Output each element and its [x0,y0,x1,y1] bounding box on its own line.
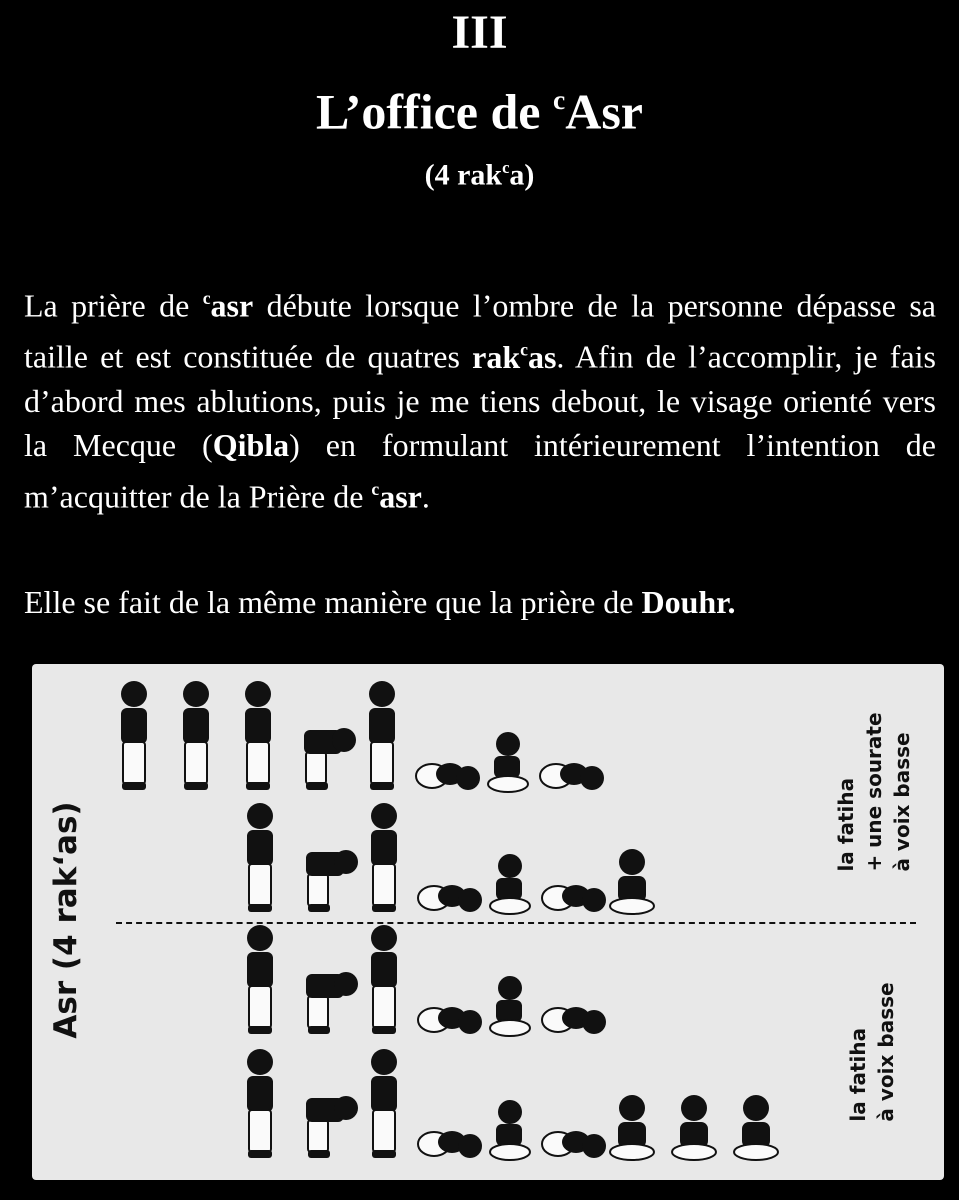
top-rakah-label: la fatiha + une sourate à voix basse [834,712,914,872]
prayer-figure-bow [304,728,356,790]
prayer-figure-sit [490,976,530,1036]
title-prefix: L’office de [316,83,553,140]
prayer-figure-prostrate [418,1007,482,1034]
text-run: . [421,477,430,514]
prayer-figure-prostrate [542,885,606,912]
prayer-figure-stand [371,803,397,912]
subtitle-prefix: (4 rak [424,158,503,192]
rakah-divider [116,922,916,924]
term-qibla: Qibla [212,426,290,463]
prayer-figure-prostrate [542,1007,606,1034]
subtitle-ayn: c [502,158,510,177]
prayer-figure-stand [247,1049,273,1158]
term-asr: asr [379,477,422,514]
text-run: ) en formulant intérieurement l’intention de m’acquitter de la Prière de [24,426,937,514]
title-suffix: Asr [565,83,643,140]
prayer-figure-prostrate [542,1131,606,1158]
prayer-figure-stand [371,1049,397,1158]
intro-paragraph [24,276,936,518]
ayn-mark: c [371,478,380,499]
prayer-figure-prostrate [418,1131,482,1158]
prayer-figure-sitfront [734,1095,778,1160]
side-label: Asr (4 rak‘as) [48,801,84,1039]
prayer-figure-prostrate [416,763,480,790]
term-asr: asr [210,287,254,324]
prayer-figure-sit [490,1100,530,1160]
prayer-figure-prostrate [540,763,604,790]
prayer-figure-stand [247,803,273,912]
text-run: . Afin de l’accomplir, je fais d’abord mes ablutions, puis je me tiens debout, le visage orienté vers la Mecque ( [24,338,937,463]
prayer-figure-stand [183,681,209,790]
page-title [0,72,959,139]
prayer-figure-prostrate [418,885,482,912]
chapter-number: III [451,6,508,59]
prayer-figure-sitfront [610,1095,654,1160]
prayer-figure-stand [371,925,397,1034]
prayer-figure-sitfront [610,849,654,914]
page-subtitle [0,150,959,194]
prayer-figure-bow [306,1096,358,1158]
term-douhr: Douhr. [641,584,736,620]
prayer-figure-sit [490,854,530,914]
prayer-figure-stand [247,925,273,1034]
prayer-figure-stand [121,681,147,790]
prayer-figure-stand [245,681,271,790]
prayer-figure-sit [488,732,528,792]
term-rakas: rak$^c$as [472,338,557,375]
ayn-mark: c [202,288,211,308]
prayer-figure-stand [369,681,395,790]
text-run: Elle se fait de la même manière que la prière de [24,584,642,620]
prayer-figure-sitfront [672,1095,716,1160]
second-paragraph [24,580,936,624]
bottom-rakah-label: la fatiha à voix basse [846,982,898,1122]
subtitle-suffix: a) [509,158,535,192]
prayer-figure-bow [306,850,358,912]
prayer-figure-bow [306,972,358,1034]
text-run: La prière de [24,287,203,324]
title-ayn: c [553,84,566,115]
text-run: débute lorsque l’ombre de la personne dépasse sa taille et est constituée de quatres [24,287,937,375]
